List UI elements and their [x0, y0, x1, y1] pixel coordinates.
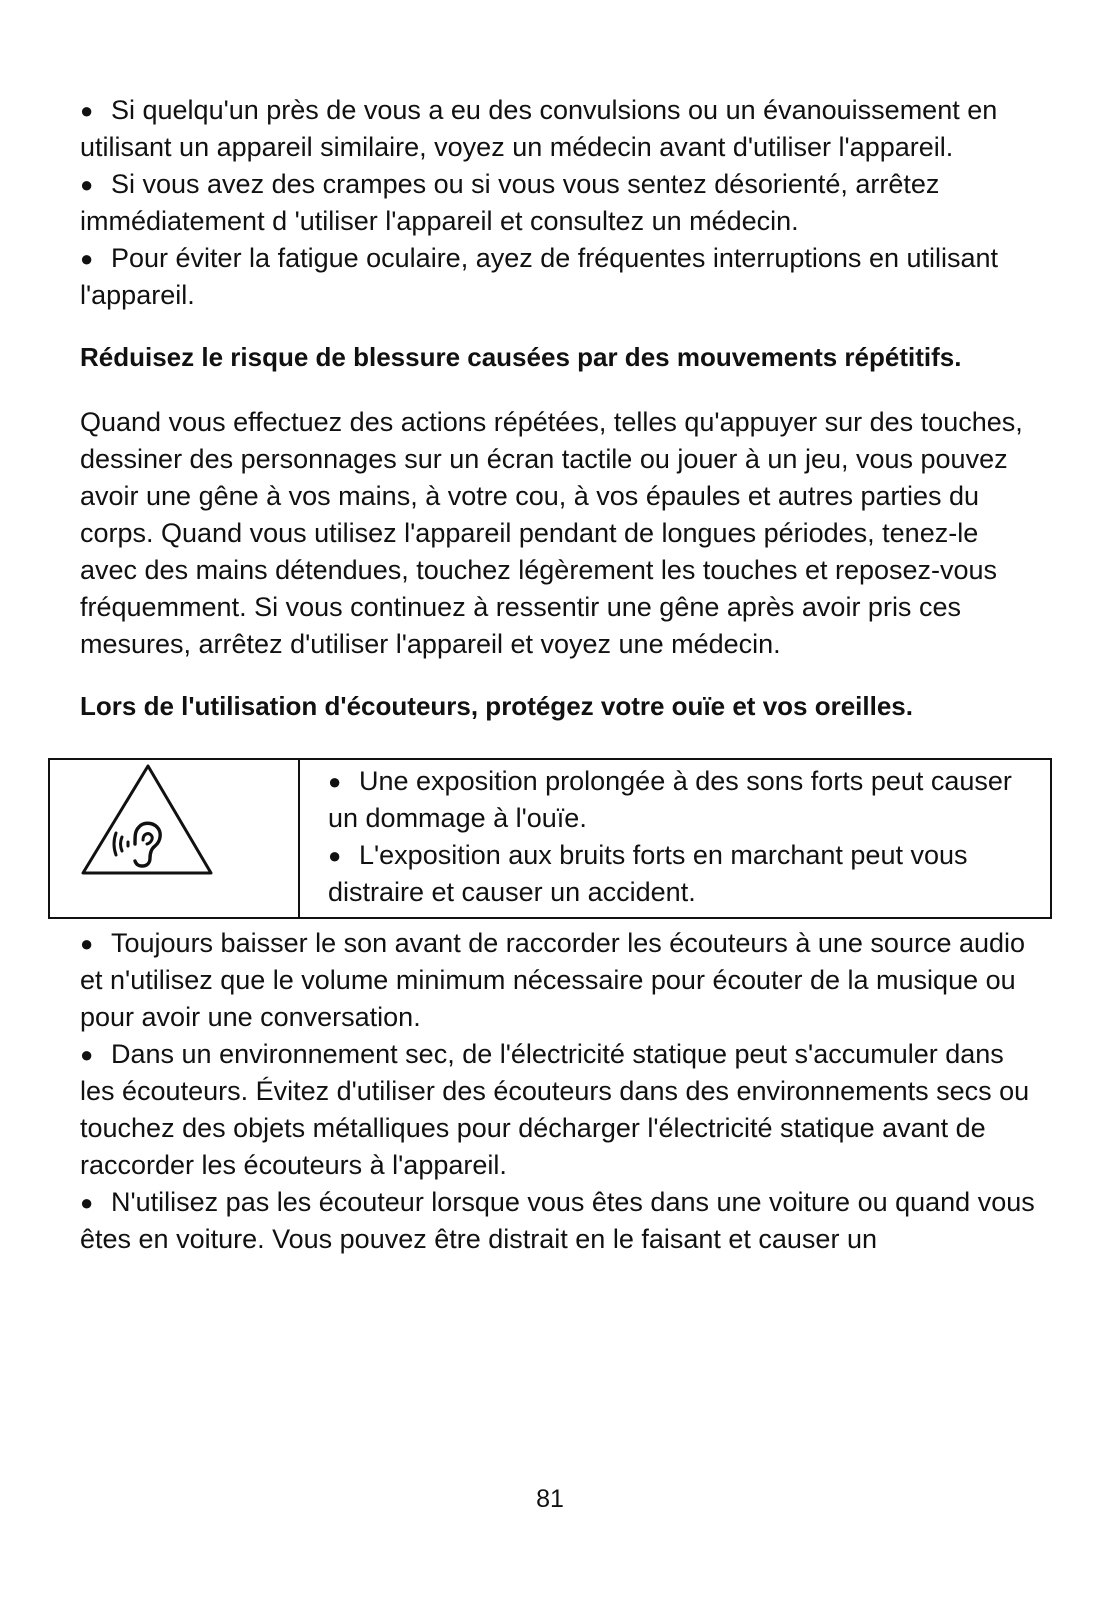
bullet-text: Si vous avez des crampes ou si vous vous sentez désorienté, arrêtez immédiatement d 'utiliser l'appareil et consultez un médecin. — [80, 169, 940, 236]
bullet-item — [328, 837, 1040, 911]
bullet-item — [80, 1036, 1040, 1184]
bullet-text: L'exposition aux bruits forts en marchant peut vous distraire et causer un accident. — [328, 840, 968, 907]
bullet-item — [80, 1184, 1040, 1258]
hearing-bullets — [80, 925, 1040, 1258]
bullet-text: N'utilisez pas les écouteur lorsque vous êtes dans une voiture ou quand vous êtes en voiture. Vous pouvez être distrait en le faisant et causer un — [80, 1187, 1035, 1254]
bullet-dot: ● — [328, 769, 342, 794]
bullet-item — [80, 166, 1040, 240]
bullet-dot: ● — [80, 246, 94, 271]
bullet-text: Si quelqu'un près de vous a eu des convulsions ou un évanouissement en utilisant un appareil similaire, voyez un médecin avant d'utiliser l'appareil. — [80, 95, 998, 162]
body-paragraph: Quand vous effectuez des actions répétées, telles qu'appuyer sur des touches, dessiner des personnages sur un écran tactile ou jouer à un jeu, vous pouvez avoir une gêne à vos mains, à votre cou, à vos épaules et autres parties du corps. Quand vous utilisez l'appareil pendant de longues périodes, tenez-le avec des mains détendues, touchez légèrement les touches et reposez-vous fréquemment. Si vous continuez à ressentir une gêne après avoir pris ces mesures, arrêtez d'utiliser l'appareil et voyez une médecin. — [80, 407, 1023, 659]
bullet-dot: ● — [80, 1042, 94, 1067]
page-number: 81 — [536, 1485, 564, 1513]
bullet-text: Pour éviter la fatigue oculaire, ayez de fréquentes interruptions en utilisant l'appareil. — [80, 243, 999, 310]
bullet-dot: ● — [80, 98, 94, 123]
bullet-item — [80, 92, 1040, 166]
section-heading: Réduisez le risque de blessure causées par des mouvements répétitifs. — [80, 342, 962, 372]
bullet-dot: ● — [80, 931, 94, 956]
bullet-dot: ● — [80, 1190, 94, 1215]
bullet-dot: ● — [80, 172, 94, 197]
bullet-item — [80, 240, 1040, 314]
bullet-item — [80, 925, 1040, 1036]
manual-page-body — [80, 92, 1040, 1258]
hearing-warning-icon — [51, 761, 297, 911]
bullet-text: Toujours baisser le son avant de raccorder les écouteurs à une source audio et n'utilisez que le volume minimum nécessaire pour écouter de la musique ou pour avoir une conversation. — [80, 928, 1026, 1032]
bullet-text: Une exposition prolongée à des sons forts peut causer un dommage à l'ouïe. — [328, 766, 1012, 833]
warning-icon-cell — [49, 759, 299, 918]
hearing-warning-table — [48, 758, 1052, 919]
warning-text-cell — [299, 759, 1051, 918]
bullet-text: Dans un environnement sec, de l'électricité statique peut s'accumuler dans les écouteurs. Évitez d'utiliser des écouteurs dans des environnements secs ou touchez des objets métalliques pour décharger l'électricité statique avant de raccorder les écouteurs à l'appareil. — [80, 1039, 1030, 1180]
section-heading: Lors de l'utilisation d'écouteurs, protégez votre ouïe et vos oreilles. — [80, 691, 913, 721]
bullet-dot: ● — [328, 843, 342, 868]
bullet-item — [328, 763, 1040, 837]
